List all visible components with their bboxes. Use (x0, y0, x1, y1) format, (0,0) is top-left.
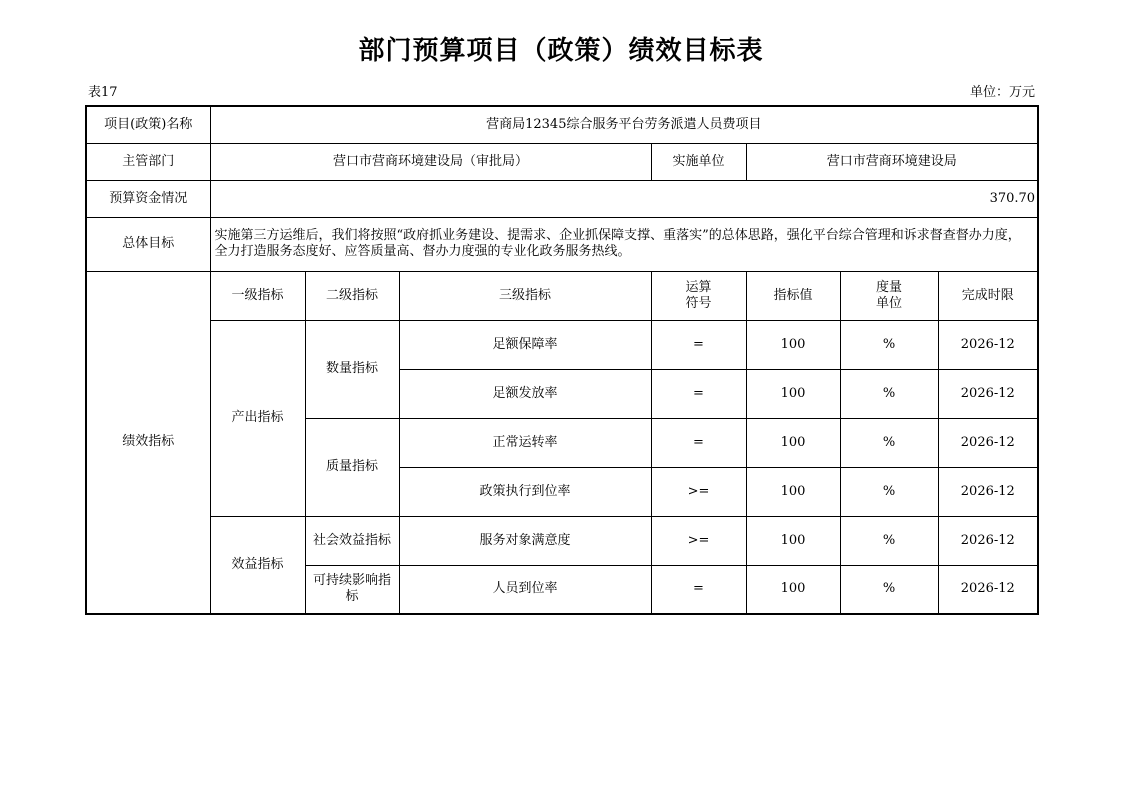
table-row (86, 320, 1038, 369)
header-deadline: 完成时限 (938, 271, 1038, 320)
goal-value: 实施第三方运维后，我们将按照“政府抓业务建设、提需求、企业抓保障支撑、重落实”的总体思路，强化平台综合管理和诉求督查督办力度，全力打造服务态度好、应答质量高、督办力度强的专业化政务服务热线。 (210, 217, 1038, 271)
project-name-label: 项目(政策)名称 (86, 106, 210, 143)
indicator-operator: = (651, 565, 746, 614)
table-number: 表17 (88, 85, 118, 100)
performance-target-table (85, 105, 1039, 615)
indicator-value: 100 (746, 320, 840, 369)
header-level3: 三级指标 (399, 271, 651, 320)
header-value: 指标值 (746, 271, 840, 320)
unit-label: 单位：万元 (969, 85, 1035, 100)
indicator-value: 100 (746, 418, 840, 467)
indicator-operator: >= (651, 467, 746, 516)
indicator-name: 足额发放率 (399, 369, 651, 418)
goal-label: 总体目标 (86, 217, 210, 271)
indicator-operator: = (651, 320, 746, 369)
indicator-value: 100 (746, 516, 840, 565)
project-name-row (86, 106, 1038, 143)
indicator-unit: % (840, 369, 938, 418)
project-name-value: 营商局12345综合服务平台劳务派遣人员费项目 (210, 106, 1038, 143)
impl-unit-value: 营口市营商环境建设局 (746, 143, 1038, 180)
indicator-name: 足额保障率 (399, 320, 651, 369)
header-level1: 一级指标 (210, 271, 305, 320)
indicator-name: 正常运转率 (399, 418, 651, 467)
indicator-name: 人员到位率 (399, 565, 651, 614)
indicator-operator: >= (651, 516, 746, 565)
header-level2: 二级指标 (305, 271, 399, 320)
impl-unit-label: 实施单位 (651, 143, 746, 180)
indicator-header-row (86, 271, 1038, 320)
goal-row (86, 217, 1038, 271)
indicator-value: 100 (746, 565, 840, 614)
group-social: 社会效益指标 (305, 516, 399, 565)
group-sustain: 可持续影响指标 (305, 565, 399, 614)
budget-row (86, 180, 1038, 217)
perf-label: 绩效指标 (86, 271, 210, 614)
header-unit: 度量 单位 (840, 271, 938, 320)
indicator-unit: % (840, 467, 938, 516)
indicator-unit: % (840, 565, 938, 614)
indicator-deadline: 2026-12 (938, 320, 1038, 369)
group-benefit: 效益指标 (210, 516, 305, 614)
dept-label: 主管部门 (86, 143, 210, 180)
indicator-name: 服务对象满意度 (399, 516, 651, 565)
indicator-value: 100 (746, 369, 840, 418)
indicator-deadline: 2026-12 (938, 516, 1038, 565)
indicator-unit: % (840, 516, 938, 565)
indicator-value: 100 (746, 467, 840, 516)
page-title: 部门预算项目（政策）绩效目标表 (358, 36, 764, 66)
dept-value: 营口市营商环境建设局（审批局） (210, 143, 651, 180)
header-operator: 运算 符号 (651, 271, 746, 320)
group-quantity: 数量指标 (305, 320, 399, 418)
indicator-operator: = (651, 369, 746, 418)
department-row (86, 143, 1038, 180)
indicator-unit: % (840, 320, 938, 369)
budget-label: 预算资金情况 (86, 180, 210, 217)
indicator-operator: = (651, 418, 746, 467)
indicator-deadline: 2026-12 (938, 418, 1038, 467)
indicator-deadline: 2026-12 (938, 467, 1038, 516)
indicator-name: 政策执行到位率 (399, 467, 651, 516)
indicator-unit: % (840, 418, 938, 467)
table-row (86, 516, 1038, 565)
indicator-deadline: 2026-12 (938, 369, 1038, 418)
group-quality: 质量指标 (305, 418, 399, 516)
indicator-deadline: 2026-12 (938, 565, 1038, 614)
budget-value: 370.70 (210, 180, 1038, 217)
group-output: 产出指标 (210, 320, 305, 516)
